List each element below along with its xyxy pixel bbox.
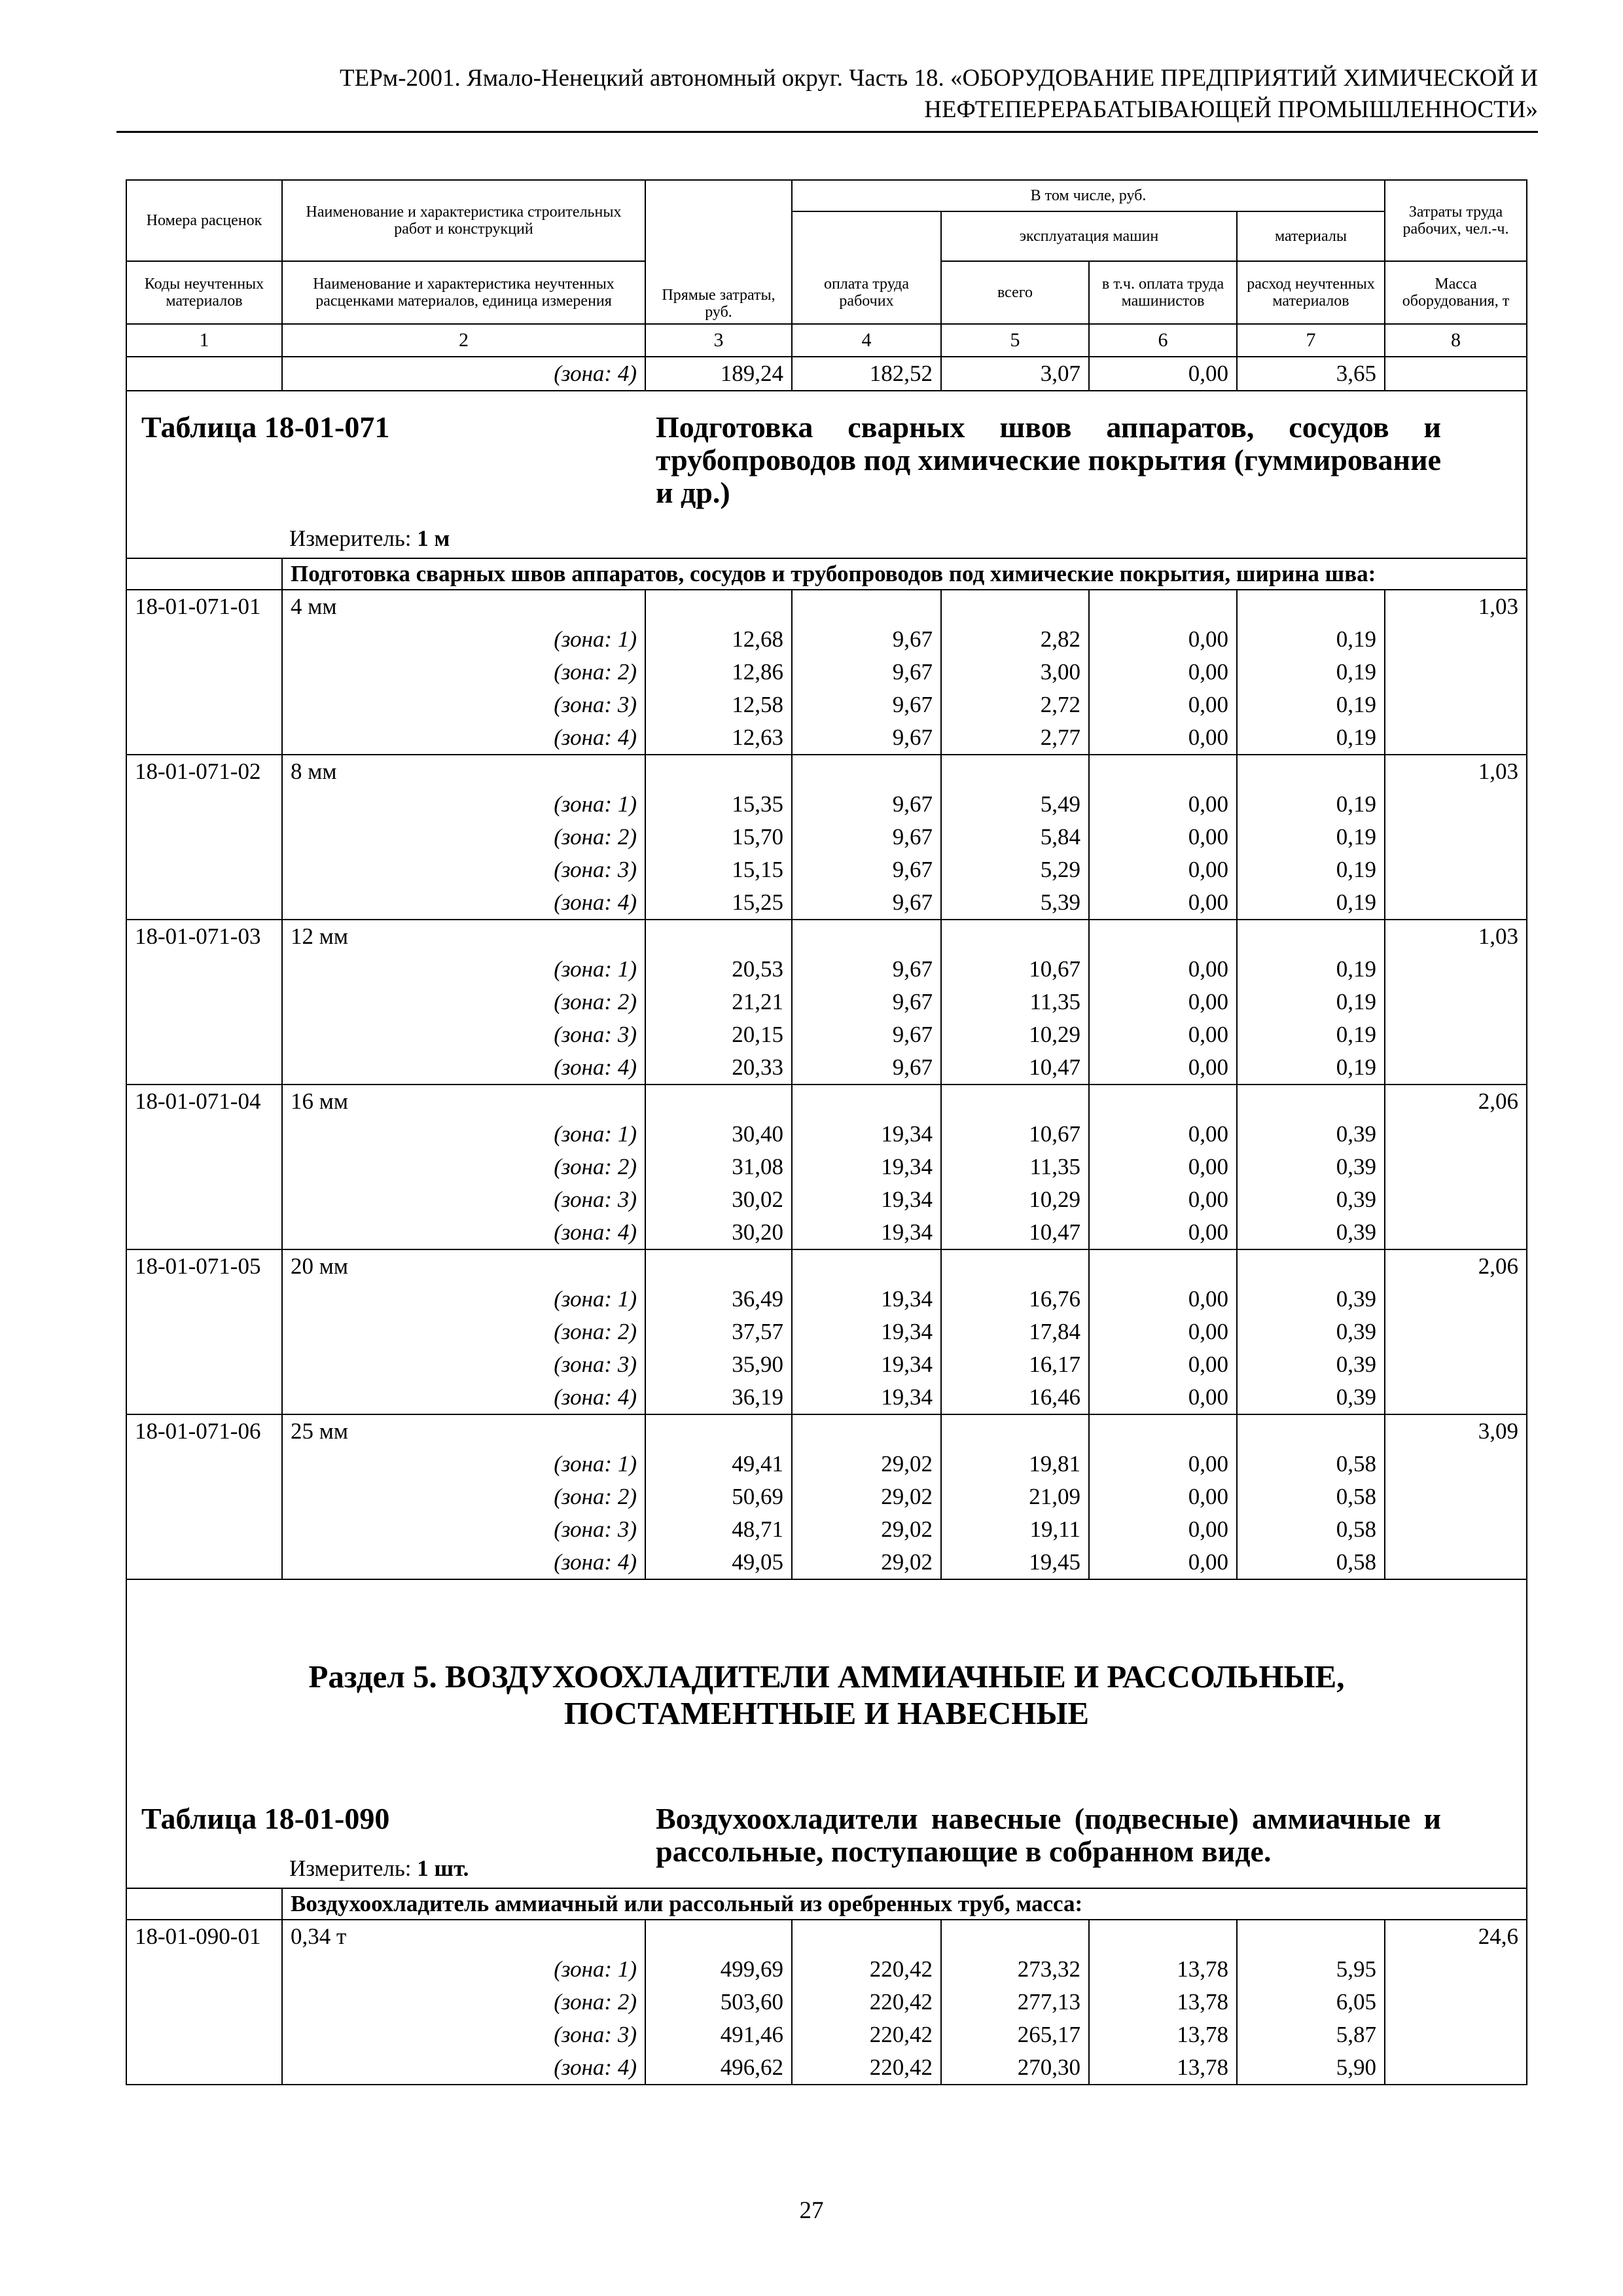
value-materials: 6,05 [1237, 1986, 1385, 2018]
value-materials: 5,90 [1237, 2051, 1385, 2085]
item-name: 16 мм [282, 1085, 645, 1118]
column-numbers-row [126, 324, 1527, 357]
value-labor-pay: 182,52 [792, 357, 941, 391]
zone-row [126, 953, 1527, 986]
subheading-text: Воздухоохладитель аммиачный или рассольный из оребренных труб, масса: [282, 1888, 1527, 1920]
zone-label: (зона: 1) [282, 1953, 645, 1986]
value-machinists-pay: 0,00 [1089, 1448, 1237, 1480]
col-header-ekspluatacia: эксплуатация машин [941, 211, 1237, 261]
value-materials: 0,39 [1237, 1348, 1385, 1381]
item-row [126, 1414, 1527, 1448]
value-machinists-pay: 13,78 [1089, 2051, 1237, 2085]
value-machines-total: 10,47 [941, 1216, 1089, 1249]
zone-row [126, 1216, 1527, 1249]
col-number: 2 [282, 324, 645, 357]
value-direct: 50,69 [645, 1480, 792, 1513]
value-direct: 31,08 [645, 1151, 792, 1183]
col-header-vsego: всего [941, 261, 1089, 324]
zone-label: (зона: 3) [282, 1018, 645, 1051]
value-direct: 496,62 [645, 2051, 792, 2085]
value-machines-total: 11,35 [941, 986, 1089, 1018]
value-machinists-pay: 0,00 [1089, 1283, 1237, 1316]
item-row [126, 1085, 1527, 1118]
zone-row [126, 1316, 1527, 1348]
value-materials: 0,19 [1237, 721, 1385, 755]
zone-row [126, 853, 1527, 886]
zone-label: (зона: 1) [282, 953, 645, 986]
value-labor-pay: 19,34 [792, 1283, 941, 1316]
value-machinists-pay: 0,00 [1089, 1183, 1237, 1216]
rate-code: 18-01-071-05 [126, 1249, 282, 1283]
zone-row [126, 2018, 1527, 2051]
zone-row [126, 689, 1527, 721]
value-materials: 0,39 [1237, 1316, 1385, 1348]
value-machinists-pay: 0,00 [1089, 357, 1237, 391]
zone-row [126, 1480, 1527, 1513]
item-row [126, 755, 1527, 788]
value-machines-total: 3,07 [941, 357, 1089, 391]
value-direct: 12,68 [645, 623, 792, 656]
header-line-1: ТЕРм-2001. Ямало-Ненецкий автономный округ. Часть 18. «ОБОРУДОВАНИЕ ПРЕДПРИЯТИЙ ХИМИЧЕСКОЙ И [340, 65, 1538, 92]
value-direct: 35,90 [645, 1348, 792, 1381]
value-direct: 21,21 [645, 986, 792, 1018]
value-labor: 1,03 [1385, 920, 1527, 953]
col-header-materialy: материалы [1237, 211, 1385, 261]
zone-label: (зона: 4) [282, 1381, 645, 1414]
col-header-v-tom-chisle: В том числе, руб. [792, 180, 1385, 211]
rate-code: 18-01-071-01 [126, 590, 282, 623]
value-labor-pay: 9,67 [792, 788, 941, 821]
value-machinists-pay: 0,00 [1089, 623, 1237, 656]
carry-over-row [126, 357, 1527, 391]
col-header-naimenovanie-neucht: Наименование и характеристика неучтенных расценками материалов, единица измерения [282, 261, 645, 324]
zone-label: (зона: 1) [282, 1283, 645, 1316]
value-materials: 0,19 [1237, 689, 1385, 721]
zone-label: (зона: 2) [282, 656, 645, 689]
value-direct: 49,05 [645, 1546, 792, 1579]
value-labor: 2,06 [1385, 1085, 1527, 1118]
value-direct: 30,02 [645, 1183, 792, 1216]
rate-code: 18-01-071-02 [126, 755, 282, 788]
col-header-naimenovanie: Наименование и характеристика строительных работ и конструкций [282, 180, 645, 261]
value-direct: 15,15 [645, 853, 792, 886]
zone-row [126, 1183, 1527, 1216]
value-materials: 0,19 [1237, 953, 1385, 986]
value-materials: 5,95 [1237, 1953, 1385, 1986]
value-materials: 5,87 [1237, 2018, 1385, 2051]
value-materials: 0,19 [1237, 656, 1385, 689]
value-direct: 36,19 [645, 1381, 792, 1414]
value-machines-total: 2,82 [941, 623, 1089, 656]
zone-row [126, 721, 1527, 755]
value-labor-pay: 9,67 [792, 689, 941, 721]
value-machinists-pay: 0,00 [1089, 1480, 1237, 1513]
item-row [126, 1249, 1527, 1283]
value-direct: 491,46 [645, 2018, 792, 2051]
item-name: 8 мм [282, 755, 645, 788]
value-machines-total: 10,67 [941, 953, 1089, 986]
zone-label: (зона: 2) [282, 1480, 645, 1513]
value-materials: 0,58 [1237, 1513, 1385, 1546]
value-labor-pay: 220,42 [792, 1953, 941, 1986]
item-name: 12 мм [282, 920, 645, 953]
col-number: 1 [126, 324, 282, 357]
value-labor-pay: 220,42 [792, 2051, 941, 2085]
table-number: Таблица 18-01-071 [141, 410, 390, 444]
col-header-rashod: расход неучтенных материалов [1237, 261, 1385, 324]
value-machinists-pay: 0,00 [1089, 1018, 1237, 1051]
value-machinists-pay: 0,00 [1089, 853, 1237, 886]
value-materials: 0,19 [1237, 821, 1385, 853]
value-direct: 30,40 [645, 1118, 792, 1151]
zone-row [126, 1151, 1527, 1183]
rate-code: 18-01-071-06 [126, 1414, 282, 1448]
zone-label: (зона: 3) [282, 1348, 645, 1381]
zone-label: (зона: 3) [282, 2018, 645, 2051]
value-direct: 20,53 [645, 953, 792, 986]
rate-code: 18-01-071-04 [126, 1085, 282, 1118]
item-name: 20 мм [282, 1249, 645, 1283]
value-materials: 0,19 [1237, 886, 1385, 920]
value-labor: 1,03 [1385, 755, 1527, 788]
zone-row [126, 1986, 1527, 2018]
zone-row [126, 788, 1527, 821]
rate-code: 18-01-071-03 [126, 920, 282, 953]
value-labor-pay: 19,34 [792, 1183, 941, 1216]
value-machines-total: 273,32 [941, 1953, 1089, 1986]
col-header-v-tch: в т.ч. оплата труда машинистов [1089, 261, 1237, 324]
value-machinists-pay: 0,00 [1089, 721, 1237, 755]
value-materials: 0,39 [1237, 1151, 1385, 1183]
value-direct: 15,35 [645, 788, 792, 821]
col-header-nomera: Номера расценок [126, 180, 282, 261]
page-number: 27 [799, 2197, 824, 2224]
zone-row [126, 1381, 1527, 1414]
zone-label: (зона: 2) [282, 1316, 645, 1348]
zone-row [126, 1118, 1527, 1151]
col-number: 7 [1237, 324, 1385, 357]
value-labor-pay: 9,67 [792, 623, 941, 656]
value-materials: 0,39 [1237, 1216, 1385, 1249]
value-materials: 3,65 [1237, 357, 1385, 391]
table-title: Воздухоохладители навесные (подвесные) аммиачные и рассольные, поступающие в собранном виде. [656, 1802, 1441, 1868]
value-machinists-pay: 0,00 [1089, 986, 1237, 1018]
value-machinists-pay: 0,00 [1089, 886, 1237, 920]
value-machinists-pay: 0,00 [1089, 1151, 1237, 1183]
value-labor-pay: 19,34 [792, 1118, 941, 1151]
value-labor: 3,09 [1385, 1414, 1527, 1448]
value-machinists-pay: 0,00 [1089, 1513, 1237, 1546]
value-materials: 0,19 [1237, 788, 1385, 821]
zone-label: (зона: 2) [282, 1151, 645, 1183]
zone-label: (зона: 1) [282, 1118, 645, 1151]
zone-row [126, 821, 1527, 853]
value-machines-total: 5,39 [941, 886, 1089, 920]
section-5-row [126, 1579, 1527, 1888]
value-labor-pay: 29,02 [792, 1513, 941, 1546]
col-header-zatraty: Затраты труда рабочих, чел.-ч. [1385, 180, 1527, 261]
value-labor: 2,06 [1385, 1249, 1527, 1283]
value-machines-total: 5,49 [941, 788, 1089, 821]
zone-row [126, 1546, 1527, 1579]
col-number: 4 [792, 324, 941, 357]
item-name: 25 мм [282, 1414, 645, 1448]
item-row [126, 590, 1527, 623]
section-title [127, 1659, 1526, 1732]
value-machines-total: 21,09 [941, 1480, 1089, 1513]
value-machinists-pay: 0,00 [1089, 1348, 1237, 1381]
value-labor-pay: 19,34 [792, 1316, 941, 1348]
zone-row [126, 886, 1527, 920]
table-18-01-071-title-row [126, 391, 1527, 558]
item-row [126, 920, 1527, 953]
value-machines-total: 17,84 [941, 1316, 1089, 1348]
value-labor-pay: 9,67 [792, 821, 941, 853]
value-labor-pay: 9,67 [792, 853, 941, 886]
value-materials: 0,19 [1237, 986, 1385, 1018]
value-machinists-pay: 13,78 [1089, 1986, 1237, 2018]
value-materials: 0,39 [1237, 1283, 1385, 1316]
value-direct: 48,71 [645, 1513, 792, 1546]
value-materials: 0,58 [1237, 1480, 1385, 1513]
zone-row [126, 986, 1527, 1018]
zone-row [126, 1448, 1527, 1480]
value-machines-total: 10,67 [941, 1118, 1089, 1151]
item-row [126, 1920, 1527, 1953]
value-labor-pay: 29,02 [792, 1448, 941, 1480]
subheading-row [126, 558, 1527, 590]
value-materials: 0,58 [1237, 1448, 1385, 1480]
col-number: 6 [1089, 324, 1237, 357]
value-machinists-pay: 0,00 [1089, 1051, 1237, 1085]
zone-row [126, 1348, 1527, 1381]
value-machines-total: 16,76 [941, 1283, 1089, 1316]
col-header-kody: Коды неучтенных материалов [126, 261, 282, 324]
value-labor-pay: 9,67 [792, 1018, 941, 1051]
zone-label: (зона: 1) [282, 1448, 645, 1480]
value-direct: 30,20 [645, 1216, 792, 1249]
zone-row [126, 1051, 1527, 1085]
zone-label: (зона: 3) [282, 853, 645, 886]
header-line-2: НЕФТЕПЕРЕРАБАТЫВАЮЩЕЙ ПРОМЫШЛЕННОСТИ» [924, 96, 1538, 123]
value-machines-total: 270,30 [941, 2051, 1089, 2085]
value-materials: 0,39 [1237, 1118, 1385, 1151]
zone-label: (зона: 3) [282, 1513, 645, 1546]
value-materials: 0,39 [1237, 1183, 1385, 1216]
value-labor-pay: 19,34 [792, 1381, 941, 1414]
value-materials: 0,19 [1237, 1051, 1385, 1085]
col-number: 3 [645, 324, 792, 357]
value-direct: 20,15 [645, 1018, 792, 1051]
value-machines-total: 10,29 [941, 1183, 1089, 1216]
measure-unit: Измеритель: 1 м [289, 526, 450, 551]
value-materials: 0,39 [1237, 1381, 1385, 1414]
value-labor: 1,03 [1385, 590, 1527, 623]
zone-label: (зона: 1) [282, 623, 645, 656]
zone-label: (зона: 1) [282, 788, 645, 821]
value-direct: 36,49 [645, 1283, 792, 1316]
zone-row [126, 2051, 1527, 2085]
value-direct: 49,41 [645, 1448, 792, 1480]
table-title: Подготовка сварных швов аппаратов, сосудов и трубопроводов под химические покрытия (гуммирование и др.) [656, 410, 1441, 509]
zone-row [126, 656, 1527, 689]
zone-label: (зона: 4) [282, 886, 645, 920]
value-labor-pay: 19,34 [792, 1348, 941, 1381]
zone-row [126, 1283, 1527, 1316]
value-machines-total: 10,47 [941, 1051, 1089, 1085]
value-machinists-pay: 0,00 [1089, 1316, 1237, 1348]
value-materials: 0,19 [1237, 623, 1385, 656]
value-machines-total: 2,72 [941, 689, 1089, 721]
value-machinists-pay: 0,00 [1089, 788, 1237, 821]
value-machinists-pay: 0,00 [1089, 689, 1237, 721]
value-labor-pay: 9,67 [792, 1051, 941, 1085]
value-labor-pay: 29,02 [792, 1480, 941, 1513]
value-machines-total: 19,45 [941, 1546, 1089, 1579]
zone-label: (зона: 4) [282, 357, 645, 391]
zone-label: (зона: 3) [282, 1183, 645, 1216]
value-machines-total: 3,00 [941, 656, 1089, 689]
value-direct: 499,69 [645, 1953, 792, 1986]
item-name: 0,34 т [282, 1920, 645, 1953]
zone-label: (зона: 2) [282, 1986, 645, 2018]
value-labor-pay: 29,02 [792, 1546, 941, 1579]
value-machines-total: 10,29 [941, 1018, 1089, 1051]
zone-label: (зона: 4) [282, 2051, 645, 2085]
col-header-pryamye: Прямые затраты, руб. [645, 180, 792, 324]
zone-label: (зона: 2) [282, 986, 645, 1018]
value-machinists-pay: 0,00 [1089, 1118, 1237, 1151]
value-labor-pay: 9,67 [792, 886, 941, 920]
value-materials: 0,19 [1237, 853, 1385, 886]
zone-row [126, 623, 1527, 656]
value-labor-pay: 19,34 [792, 1151, 941, 1183]
running-header [116, 63, 1538, 133]
value-direct: 20,33 [645, 1051, 792, 1085]
value-machinists-pay: 0,00 [1089, 1546, 1237, 1579]
zone-row [126, 1513, 1527, 1546]
value-machines-total: 265,17 [941, 2018, 1089, 2051]
col-number: 8 [1385, 324, 1527, 357]
rate-code: 18-01-090-01 [126, 1920, 282, 1953]
zone-row [126, 1018, 1527, 1051]
value-direct: 189,24 [645, 357, 792, 391]
value-labor-pay: 9,67 [792, 953, 941, 986]
value-labor-pay: 9,67 [792, 721, 941, 755]
value-machines-total: 5,29 [941, 853, 1089, 886]
zone-label: (зона: 4) [282, 1216, 645, 1249]
zone-label: (зона: 4) [282, 1051, 645, 1085]
value-machines-total: 16,46 [941, 1381, 1089, 1414]
section-title-line-2: ПОСТАМЕНТНЫЕ И НАВЕСНЫЕ [563, 1695, 1090, 1731]
col-header-oplata: оплата труда рабочих [792, 261, 941, 324]
value-labor-pay: 9,67 [792, 656, 941, 689]
subheading-text: Подготовка сварных швов аппаратов, сосудов и трубопроводов под химические покрытия, ширина шва: [282, 558, 1527, 590]
value-labor-pay: 220,42 [792, 1986, 941, 2018]
value-labor: 24,6 [1385, 1920, 1527, 1953]
col-number: 5 [941, 324, 1089, 357]
subheading-row [126, 1888, 1527, 1920]
zone-label: (зона: 4) [282, 1546, 645, 1579]
price-table [126, 179, 1527, 2085]
value-machines-total: 5,84 [941, 821, 1089, 853]
value-machinists-pay: 13,78 [1089, 1953, 1237, 1986]
value-direct: 15,25 [645, 886, 792, 920]
value-machinists-pay: 0,00 [1089, 1216, 1237, 1249]
zone-label: (зона: 3) [282, 689, 645, 721]
value-labor-pay: 19,34 [792, 1216, 941, 1249]
value-machines-total: 2,77 [941, 721, 1089, 755]
value-machinists-pay: 13,78 [1089, 2018, 1237, 2051]
value-machinists-pay: 0,00 [1089, 821, 1237, 853]
value-machinists-pay: 0,00 [1089, 656, 1237, 689]
measure-unit: Измеритель: 1 шт. [289, 1856, 469, 1881]
value-machines-total: 277,13 [941, 1986, 1089, 2018]
value-labor-pay: 9,67 [792, 986, 941, 1018]
value-direct: 503,60 [645, 1986, 792, 2018]
value-machines-total: 11,35 [941, 1151, 1089, 1183]
value-direct: 37,57 [645, 1316, 792, 1348]
section-title-line-1: Раздел 5. ВОЗДУХООХЛАДИТЕЛИ АММИАЧНЫЕ И РАССОЛЬНЫЕ, [308, 1659, 1345, 1695]
value-machinists-pay: 0,00 [1089, 953, 1237, 986]
zone-row [126, 1953, 1527, 1986]
value-direct: 15,70 [645, 821, 792, 853]
value-direct: 12,86 [645, 656, 792, 689]
value-labor-pay: 220,42 [792, 2018, 941, 2051]
zone-label: (зона: 4) [282, 721, 645, 755]
value-machines-total: 16,17 [941, 1348, 1089, 1381]
item-name: 4 мм [282, 590, 645, 623]
value-materials: 0,19 [1237, 1018, 1385, 1051]
zone-label: (зона: 2) [282, 821, 645, 853]
value-materials: 0,58 [1237, 1546, 1385, 1579]
value-direct: 12,63 [645, 721, 792, 755]
value-machines-total: 19,11 [941, 1513, 1089, 1546]
col-header-massa: Масса оборудования, т [1385, 261, 1527, 324]
value-machinists-pay: 0,00 [1089, 1381, 1237, 1414]
value-machines-total: 19,81 [941, 1448, 1089, 1480]
value-direct: 12,58 [645, 689, 792, 721]
table-number: Таблица 18-01-090 [141, 1802, 390, 1835]
